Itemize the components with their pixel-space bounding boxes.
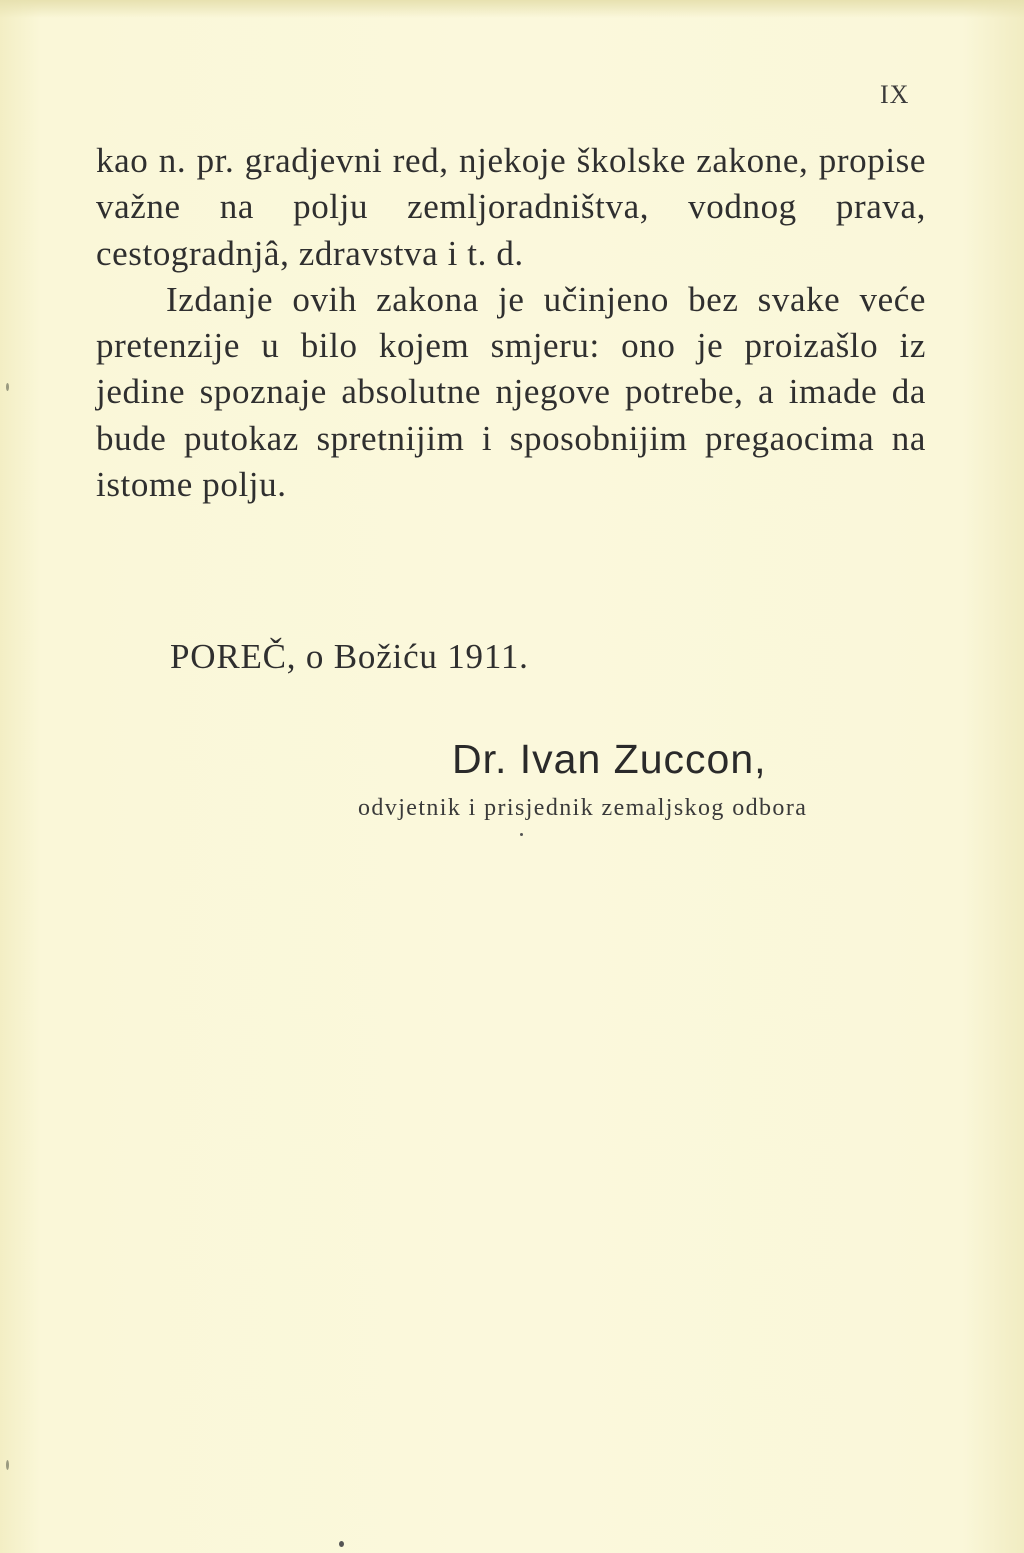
author-title: odvjetnik i prisjednik zemaljskog odbora [358,795,808,821]
ink-speck [6,1460,9,1470]
paragraph-1: kao n. pr. gradjevni red, njekoje školske zakone, propise važne na polju zemljoradništva, vodnog prava, cestogradnjâ, zdravstva i t. d. [96,141,926,273]
ink-speck [520,833,523,836]
ink-speck [6,383,9,391]
paragraph-2: Izdanje ovih zakona je učinjeno bez svake veće pretenzije u bilo kojem smjeru: ono je proizašlo iz jedine spoznaje absolutne njegove potrebe, a imade da bude putokaz spretnijim i sposobnijim pregaocima na istome polju. [96,279,926,505]
page-top-edge [0,0,1024,18]
place-date: POREČ, o Božiću 1911. [170,637,529,676]
author-name: Dr. Ivan Zuccon, [452,736,767,782]
ink-speck [339,1541,344,1547]
body-text [96,138,926,508]
page-number: IX [880,80,910,109]
